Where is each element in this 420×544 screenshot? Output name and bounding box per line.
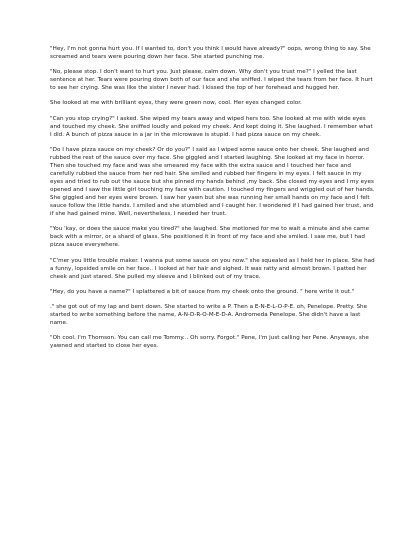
paragraph-4: "Can you stop crying?" I asked. She wiped my tears away and wiped hers too. She looked at me with wide eyes and touched my cheek. She sniffed loudly and poked my cheek. And kept doing it. She laughed. I remember what I did. A bunch of pizza sauce in a jar in the microwave is stupid. I had pizza sauce on my cheek. bbox=[50, 115, 373, 138]
paragraph-9: ." she got out of my lap and bent down. She started to write a P. Then a E-N-E-L-O-P-E. oh, Penelope. Pretty. She started to write something before the name, A-N-D-R-O-M-E-D-A. Andromeda Penelope. She didn't have a last name. bbox=[50, 303, 368, 327]
paragraph-2: "No, please stop. I don't want to hurt you. Just please, calm down. Why don't you trust me?" I yelled the last sentence at her. Tears were pouring down both of our face and she sniffed. I wiped the tears from her face. It hurt to see her crying. She was like the sister I never had. I kissed the top of her forehead and hugged her. bbox=[50, 69, 373, 92]
paragraph-6: "You 'kay, or does the sauce make you tired?" she laughed. She motioned for me to wait a minute and she came back with a mirror, or a shard of glass. She positioned it in front of my face and she smiled. I saw me, but I had pizza sauce everywhere. bbox=[50, 226, 370, 249]
paragraph-5: "Do I have pizza sauce on my cheek? Or do you?" I said as I wiped some sauce onto her cheek. She laughed and rubbed the rest of the sauce over my face. She giggled and I started laughing. She looked at my face in horror. Then she touched my face and was she smeared my face with the extra sauce and I touched her face and carefully rubbed the sauce from her red hair. She smiled and rubbed her fingers in my eyes. I felt sauce in my eyes and tried to rub out the sauce but she pinned my hands behind ,my back. She closed my eyes and I my eyes opened and I saw the little girl touching my face with caution. I touched my fingers and wriggled out of her hands. She giggled and her eyes were brown. I saw her yawn but she was running her small hands on my face and I felt sauce follow the little hands. I smiled and she stumbled and I caught her. I wondered if I had gained her trust, and if she had gained mine. Well, nevertheless, I needed her trust. bbox=[50, 146, 375, 218]
paragraph-3: She looked at me with brilliant eyes, they were green now, cool. Her eyes changed color. bbox=[50, 100, 302, 107]
paragraph-10: "Oh cool. I'm Thomson. You can call me Tommy... Oh sorry. Forgot." Pene, I'm just calling her Pene. Anyways, she yawned and started to close her eyes. bbox=[50, 335, 369, 350]
paragraph-1: "Hey, I'm not gonna hurt you. If I wanted to, don't you think I would have already?" oops, wrong thing to say. She screamed and tears were pouring down her face. She started punching me. bbox=[50, 46, 371, 61]
story-text bbox=[50, 45, 375, 350]
paragraph-8: "Hey, do you have a name?" I splattered a bit of sauce from my cheek onto the ground. " here write it out." bbox=[50, 288, 355, 295]
paragraph-7: "C'mer you little trouble maker. I wanna put some sauce on you now." she squealed as I held her in place. She had a funny, lopsided smile on her face.. I looked at her hair and sighed. It was ratty and almost brown. I patted her cheek and just stared. She pulled my sleeve and I blinked out of my trace. bbox=[50, 257, 375, 280]
